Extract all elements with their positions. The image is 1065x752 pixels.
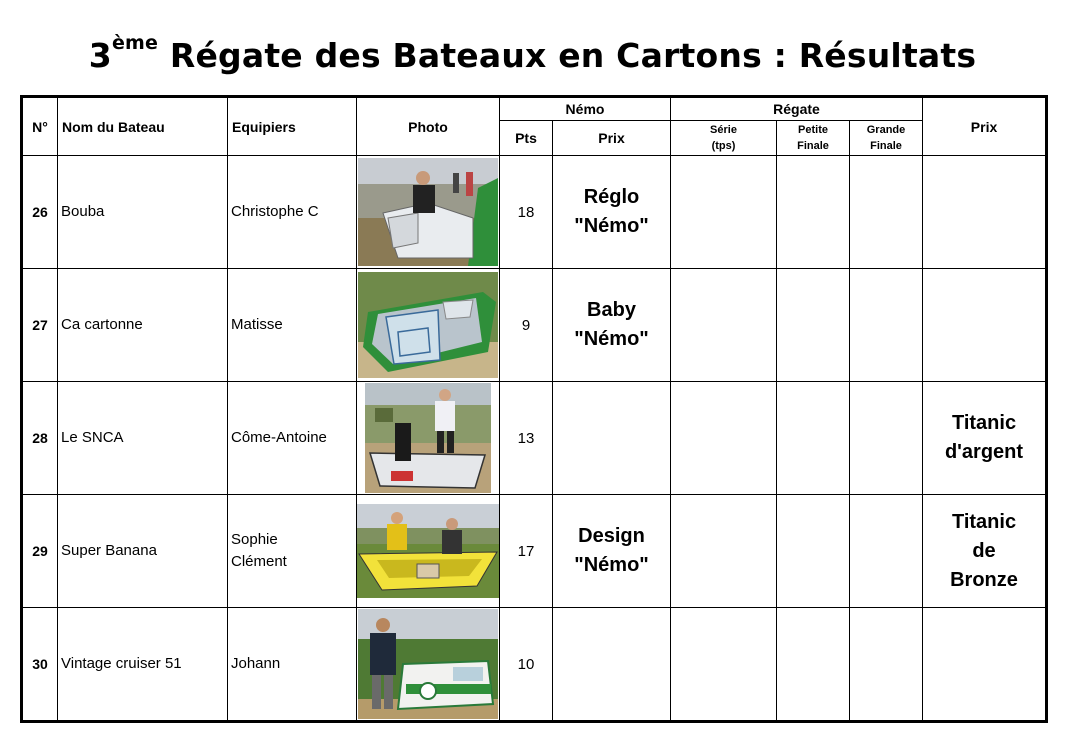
table-row xyxy=(22,382,1047,495)
boat-photo-image xyxy=(358,272,498,378)
nemo-points: 13 xyxy=(500,382,553,495)
header-grande-line1: Grande xyxy=(866,124,906,136)
prize-line3: Bronze xyxy=(950,568,1018,591)
serie-time xyxy=(671,156,777,269)
boat-photo-image xyxy=(358,158,498,266)
serie-time xyxy=(671,608,777,722)
crew-line1: Sophie xyxy=(231,531,278,548)
boat-photo-image xyxy=(358,609,498,719)
row-number: 30 xyxy=(22,608,58,722)
row-number: 29 xyxy=(22,495,58,608)
crew-names xyxy=(228,608,357,722)
crew-line1: Matisse xyxy=(231,316,283,333)
grande-finale xyxy=(850,608,923,722)
table-row xyxy=(22,156,1047,269)
boat-photo-cell xyxy=(357,495,500,608)
row-number: 26 xyxy=(22,156,58,269)
results-table xyxy=(20,95,1048,723)
crew-line1: Côme-Antoine xyxy=(231,429,327,446)
header-serie-line2: (tps) xyxy=(711,140,736,152)
petite-finale xyxy=(777,269,850,382)
boat-photo-cell xyxy=(357,269,500,382)
header-prix: Prix xyxy=(923,97,1047,156)
header-petite-finale xyxy=(777,121,850,156)
crew-names xyxy=(228,156,357,269)
title-ordinal-suffix: ème xyxy=(111,32,159,54)
petite-finale xyxy=(777,608,850,722)
crew-line1: Johann xyxy=(231,655,281,672)
boat-photo-cell xyxy=(357,156,500,269)
header-serie xyxy=(671,121,777,156)
header-regate: Régate xyxy=(671,97,923,121)
grande-finale xyxy=(850,156,923,269)
header-row-1 xyxy=(22,97,1047,121)
nemo-prize xyxy=(553,495,671,608)
nemo-prize-line2: "Némo" xyxy=(574,215,649,237)
header-boat-name: Nom du Bateau xyxy=(58,97,228,156)
final-prize xyxy=(923,382,1047,495)
nemo-prize-line1: Réglo xyxy=(583,186,640,208)
petite-finale xyxy=(777,382,850,495)
final-prize xyxy=(923,156,1047,269)
grande-finale xyxy=(850,382,923,495)
serie-time xyxy=(671,269,777,382)
nemo-prize-line1: Design xyxy=(578,525,645,547)
nemo-points: 18 xyxy=(500,156,553,269)
row-number: 27 xyxy=(22,269,58,382)
crew-line2: Clément xyxy=(231,553,287,570)
crew-names xyxy=(228,495,357,608)
boat-photo-image xyxy=(357,504,499,598)
prize-line2: d'argent xyxy=(944,441,1024,463)
boat-name: Bouba xyxy=(58,156,228,269)
nemo-prize xyxy=(553,156,671,269)
petite-finale xyxy=(777,495,850,608)
nemo-prize xyxy=(553,382,671,495)
crew-line1: Christophe C xyxy=(231,203,319,220)
serie-time xyxy=(671,495,777,608)
header-nemo: Némo xyxy=(500,97,671,121)
header-serie-line1: Série xyxy=(710,124,737,136)
final-prize xyxy=(923,269,1047,382)
prize-line2: de xyxy=(972,539,996,562)
header-grande-line2: Finale xyxy=(870,140,902,152)
nemo-prize xyxy=(553,269,671,382)
prize-line1: Titanic xyxy=(951,412,1017,434)
boat-name: Super Banana xyxy=(58,495,228,608)
serie-time xyxy=(671,382,777,495)
boat-name: Ca cartonne xyxy=(58,269,228,382)
nemo-prize-line1: Baby xyxy=(587,299,636,321)
boat-photo-cell xyxy=(357,608,500,722)
nemo-points: 17 xyxy=(500,495,553,608)
title-ordinal: 3 xyxy=(88,36,112,75)
header-nemo-pts: Pts xyxy=(500,121,553,156)
nemo-prize xyxy=(553,608,671,722)
nemo-points: 10 xyxy=(500,608,553,722)
table-row xyxy=(22,608,1047,722)
boat-photo-cell xyxy=(357,382,500,495)
boat-photo-image xyxy=(365,383,491,493)
header-num: N° xyxy=(22,97,58,156)
grande-finale xyxy=(850,269,923,382)
crew-names xyxy=(228,382,357,495)
nemo-prize-line2: "Némo" xyxy=(574,328,649,350)
row-number: 28 xyxy=(22,382,58,495)
boat-name: Vintage cruiser 51 xyxy=(58,608,228,722)
table-row xyxy=(22,269,1047,382)
boat-name: Le SNCA xyxy=(58,382,228,495)
final-prize xyxy=(923,495,1047,608)
page-title xyxy=(0,32,1065,75)
nemo-points: 9 xyxy=(500,269,553,382)
header-petite-line1: Petite xyxy=(798,124,828,136)
header-photo: Photo xyxy=(357,97,500,156)
header-nemo-prix: Prix xyxy=(553,121,671,156)
title-text: Régate des Bateaux en Cartons : Résultats xyxy=(169,36,977,75)
petite-finale xyxy=(777,156,850,269)
final-prize xyxy=(923,608,1047,722)
header-grande-finale xyxy=(850,121,923,156)
table-row xyxy=(22,495,1047,608)
header-crew: Equipiers xyxy=(228,97,357,156)
header-petite-line2: Finale xyxy=(797,140,829,152)
nemo-prize-line2: "Némo" xyxy=(574,554,649,576)
crew-names xyxy=(228,269,357,382)
grande-finale xyxy=(850,495,923,608)
prize-line1: Titanic xyxy=(951,510,1017,533)
